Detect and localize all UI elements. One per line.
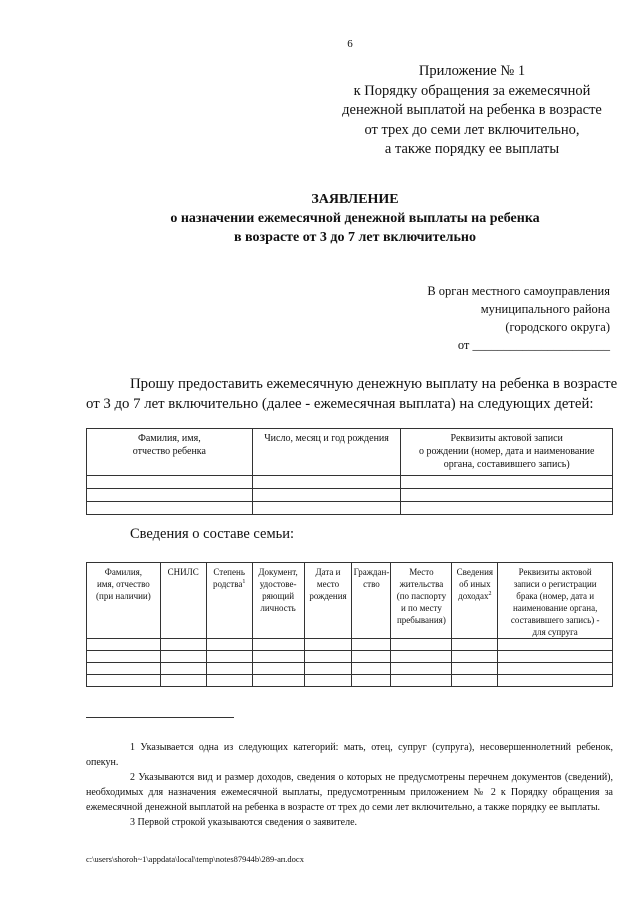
header-text: ство bbox=[363, 579, 380, 589]
header-text: органа, составившего запись) bbox=[443, 459, 570, 470]
header-text: ряющий bbox=[262, 591, 295, 601]
appendix-line: Приложение № 1 bbox=[418, 63, 526, 79]
header-text: брака (номер, дата и bbox=[516, 591, 595, 601]
table-cell[interactable] bbox=[160, 663, 206, 675]
appendix-line: денежной выплатой на ребенка в возрасте bbox=[342, 102, 602, 118]
table-cell[interactable] bbox=[252, 639, 304, 651]
table-cell[interactable] bbox=[206, 651, 252, 663]
header-cell bbox=[452, 563, 498, 639]
table-cell[interactable] bbox=[304, 675, 352, 687]
table-cell[interactable] bbox=[352, 675, 391, 687]
table-cell[interactable] bbox=[160, 639, 206, 651]
table-header-row bbox=[87, 563, 613, 639]
table-cell[interactable] bbox=[87, 675, 161, 687]
table-cell[interactable] bbox=[87, 502, 253, 515]
appendix-line: а также порядку ее выплаты bbox=[384, 141, 560, 157]
table-cell[interactable] bbox=[401, 502, 613, 515]
table-row[interactable] bbox=[87, 489, 613, 502]
header-text: отчество ребенка bbox=[132, 446, 206, 457]
title-line: в возрасте от 3 до 7 лет включительно bbox=[234, 230, 476, 245]
table-row[interactable] bbox=[87, 476, 613, 489]
table-cell[interactable] bbox=[391, 639, 452, 651]
table-cell[interactable] bbox=[498, 663, 613, 675]
table-cell[interactable] bbox=[498, 639, 613, 651]
page-number: 6 bbox=[347, 38, 353, 50]
table-cell[interactable] bbox=[87, 476, 253, 489]
header-text: составившего запись) - bbox=[510, 615, 600, 625]
header-text: доходах bbox=[458, 591, 489, 601]
table-cell[interactable] bbox=[252, 489, 401, 502]
header-text bbox=[452, 590, 497, 602]
document-title bbox=[120, 190, 590, 247]
header-text: Фамилия, bbox=[104, 567, 143, 577]
table-cell[interactable] bbox=[401, 476, 613, 489]
table-cell[interactable] bbox=[401, 489, 613, 502]
table-cell[interactable] bbox=[160, 675, 206, 687]
header-text: Место bbox=[409, 567, 434, 577]
header-cell bbox=[498, 563, 613, 639]
table-row[interactable] bbox=[87, 675, 613, 687]
header-text: имя, отчество bbox=[96, 579, 150, 589]
table-cell[interactable] bbox=[206, 639, 252, 651]
header-text: Сведения bbox=[456, 567, 494, 577]
header-cell bbox=[252, 563, 304, 639]
recipient-line: муниципального района bbox=[480, 302, 610, 316]
header-text: СНИЛС bbox=[167, 567, 199, 577]
header-cell bbox=[206, 563, 252, 639]
table-cell[interactable] bbox=[452, 675, 498, 687]
header-text: для супруга bbox=[532, 627, 578, 637]
header-text: Степень bbox=[213, 567, 245, 577]
table-cell[interactable] bbox=[87, 489, 253, 502]
header-text: родства bbox=[212, 579, 243, 589]
header-cell bbox=[252, 429, 401, 476]
appendix-line: к Порядку обращения за ежемесячной bbox=[353, 82, 591, 99]
table-cell[interactable] bbox=[87, 663, 161, 675]
family-heading: Сведения о составе семьи: bbox=[130, 526, 295, 542]
appendix-note bbox=[330, 62, 614, 160]
table-cell[interactable] bbox=[87, 639, 161, 651]
table-row[interactable] bbox=[87, 651, 613, 663]
table-header-row bbox=[87, 429, 613, 476]
table-cell[interactable] bbox=[452, 639, 498, 651]
file-path: c:\users\shoroh~1\appdata\local\temp\notes87944b\289-ап.docx bbox=[86, 854, 304, 864]
header-text: наименование органа, bbox=[512, 603, 598, 613]
header-text: и по месту bbox=[400, 603, 442, 613]
footnotes bbox=[86, 740, 613, 830]
header-text: пребывания) bbox=[396, 615, 446, 625]
header-text: о рождении (номер, дата и наименование bbox=[418, 446, 595, 457]
table-cell[interactable] bbox=[452, 663, 498, 675]
family-table bbox=[86, 562, 613, 687]
table-cell[interactable] bbox=[252, 476, 401, 489]
recipient-block bbox=[380, 282, 610, 354]
table-cell[interactable] bbox=[498, 651, 613, 663]
header-text: Фамилия, имя, bbox=[137, 433, 201, 444]
header-text: Число, месяц и год рождения bbox=[264, 433, 389, 444]
recipient-from-field[interactable]: от ______________________ bbox=[457, 338, 610, 352]
table-cell[interactable] bbox=[252, 663, 304, 675]
footnote-ref: 2 bbox=[488, 591, 492, 597]
title-heading: ЗАЯВЛЕНИЕ bbox=[311, 192, 399, 207]
table-cell[interactable] bbox=[498, 675, 613, 687]
header-text: (при наличии) bbox=[96, 591, 151, 601]
title-line: о назначении ежемесячной денежной выплаты на ребенка bbox=[170, 211, 540, 226]
table-cell[interactable] bbox=[352, 663, 391, 675]
header-text bbox=[207, 578, 252, 590]
request-line: Прошу предоставить ежемесячную денежную выплату на ребенка в возрасте bbox=[130, 376, 618, 392]
table-cell[interactable] bbox=[252, 675, 304, 687]
footnote: 3 Первой строкой указываются сведения о заявителе. bbox=[130, 817, 358, 828]
header-text: Документ, bbox=[258, 567, 298, 577]
header-text: записи о регистрации bbox=[513, 579, 597, 589]
request-paragraph bbox=[86, 374, 618, 414]
table-cell[interactable] bbox=[304, 639, 352, 651]
header-cell bbox=[87, 429, 253, 476]
header-text: об иных bbox=[459, 579, 491, 589]
table-row[interactable] bbox=[87, 502, 613, 515]
header-text: (по паспорту bbox=[396, 591, 447, 601]
header-text: место bbox=[316, 579, 340, 589]
header-text: Граждан- bbox=[353, 567, 390, 577]
header-cell bbox=[401, 429, 613, 476]
table-cell[interactable] bbox=[304, 651, 352, 663]
header-cell bbox=[352, 563, 391, 639]
table-cell[interactable] bbox=[352, 639, 391, 651]
table-cell[interactable] bbox=[391, 675, 452, 687]
children-table bbox=[86, 428, 613, 515]
appendix-line: от трех до семи лет включительно, bbox=[364, 121, 580, 138]
header-cell bbox=[391, 563, 452, 639]
table-cell[interactable] bbox=[252, 502, 401, 515]
header-text: Реквизиты актовой записи bbox=[450, 433, 563, 444]
recipient-line: В орган местного самоуправления bbox=[427, 284, 610, 298]
footnote-divider bbox=[86, 717, 234, 718]
recipient-line: (городского округа) bbox=[505, 320, 610, 334]
footnote: 2 Указываются вид и размер доходов, сведения о которых не предусмотрены перечнем документов (сведений), необходимых для назначения ежемесячной выплаты, предусмотренным приложением № 2 к Порядку обращения за ежемесячной денежной выплатой на ребенка в возрасте от трех до семи лет включительно, а также порядку ее выплаты. bbox=[86, 772, 613, 813]
request-line: от 3 до 7 лет включительно (далее - ежемесячная выплата) на следующих детей: bbox=[86, 396, 594, 412]
table-cell[interactable] bbox=[304, 663, 352, 675]
header-text: жительства bbox=[399, 579, 444, 589]
header-text: Реквизиты актовой bbox=[518, 567, 592, 577]
table-row[interactable] bbox=[87, 663, 613, 675]
header-cell bbox=[160, 563, 206, 639]
table-cell[interactable] bbox=[252, 651, 304, 663]
header-text: рождения bbox=[309, 591, 347, 601]
table-cell[interactable] bbox=[87, 651, 161, 663]
table-cell[interactable] bbox=[206, 663, 252, 675]
footnote-ref: 1 bbox=[242, 579, 246, 585]
header-text: Дата и bbox=[315, 567, 341, 577]
header-cell bbox=[304, 563, 352, 639]
header-text: удостове- bbox=[259, 579, 297, 589]
table-cell[interactable] bbox=[452, 651, 498, 663]
table-cell[interactable] bbox=[206, 675, 252, 687]
footnote: 1 Указывается одна из следующих категорий: мать, отец, супруг (супруга), несовершеннолетний ребенок, опекун. bbox=[86, 742, 613, 768]
header-cell bbox=[87, 563, 161, 639]
table-row[interactable] bbox=[87, 639, 613, 651]
table-cell[interactable] bbox=[391, 663, 452, 675]
table-cell[interactable] bbox=[160, 651, 206, 663]
header-text: личность bbox=[260, 603, 296, 613]
table-cell[interactable] bbox=[391, 651, 452, 663]
table-cell[interactable] bbox=[352, 651, 391, 663]
